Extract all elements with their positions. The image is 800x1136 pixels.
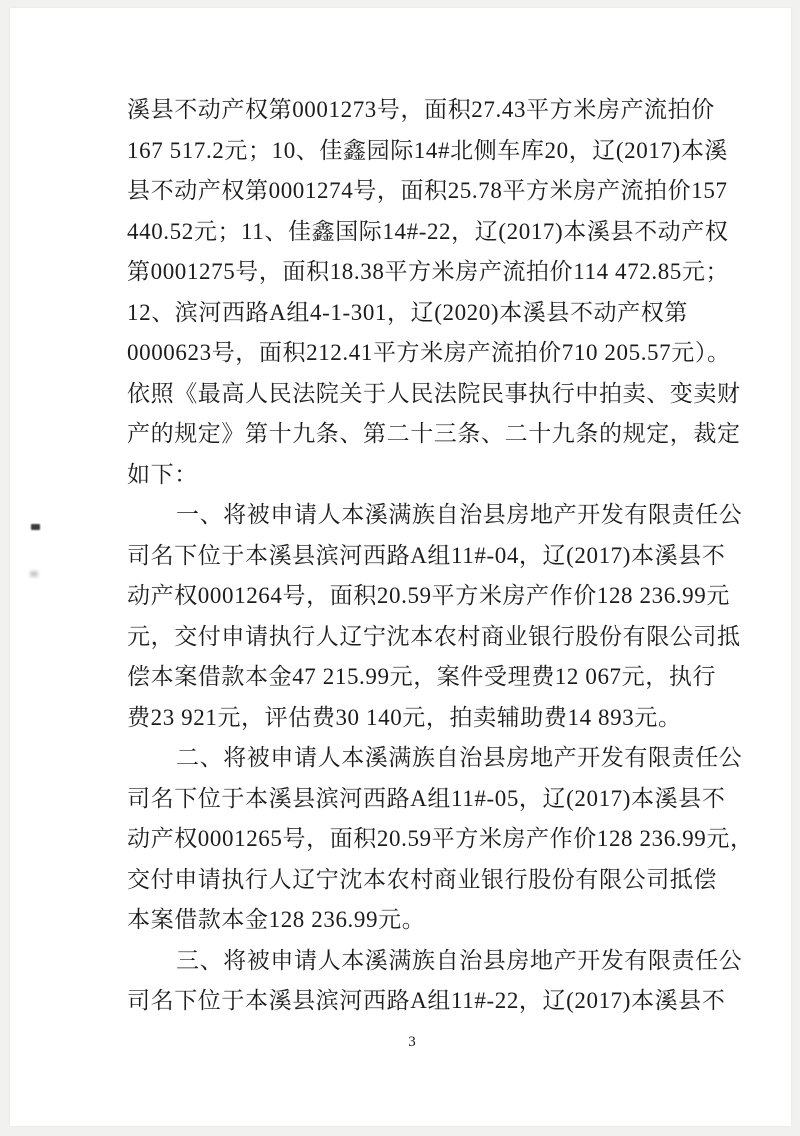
document-line: 第0001275号，面积18.38平方米房产流拍价114 472.85元； (127, 259, 730, 284)
document-line: 司名下位于本溪县滨河西路A组11#-04，辽(2017)本溪县不 (127, 542, 726, 568)
document-line: 三、将被申请人本溪满族自治县房地产开发有限责任公 (176, 947, 743, 973)
document-line: 县不动产权第0001274号，面积25.78平方米房产流拍价157 (127, 178, 728, 203)
document-line: 如下： (127, 461, 198, 487)
document-line: 二、将被申请人本溪满族自治县房地产开发有限责任公 (176, 745, 743, 770)
document-line: 司名下位于本溪县滨河西路A组11#-05，辽(2017)本溪县不 (127, 785, 726, 811)
document-line: 本案借款本金128 236.99元。 (127, 907, 426, 932)
document-line: 费23 921元，评估费30 140元，拍卖辅助费14 893元。 (127, 704, 682, 730)
document-line: 一、将被申请人本溪满族自治县房地产开发有限责任公 (176, 502, 743, 527)
document-line: 司名下位于本溪县滨河西路A组11#-22，辽(2017)本溪县不 (127, 988, 726, 1013)
document-body-text (127, 90, 754, 1051)
document-line: 动产权0001265号，面积20.59平方米房产作价128 236.99元， (127, 826, 754, 851)
document-line: 产的规定》第十九条、第二十三条、二十九条的规定，裁定 (127, 421, 741, 446)
document-line: 167 517.2元；10、佳鑫园际14#北侧车库20，辽(2017)本溪 (127, 137, 729, 163)
document-line: 0000623号，面积212.41平方米房产流拍价710 205.57元）。 (127, 340, 731, 365)
scan-artifact (31, 524, 40, 530)
document-line: 12、滨河西路A组4-1-301，辽(2020)本溪县不动产权第 (127, 299, 688, 325)
document-line: 440.52元；11、佳鑫国际14#-22，辽(2017)本溪县不动产权 (127, 218, 729, 244)
page-number: 3 (408, 1033, 416, 1050)
document-line: 溪县不动产权第0001273号，面积27.43平方米房产流拍价 (127, 97, 715, 122)
document-line: 动产权0001264号，面积20.59平方米房产作价128 236.99元 (127, 583, 730, 608)
document-page (10, 8, 791, 1126)
document-line: 元，交付申请执行人辽宁沈本农村商业银行股份有限公司抵 (127, 623, 741, 649)
scan-artifact (30, 571, 38, 577)
document-line: 交付申请执行人辽宁沈本农村商业银行股份有限公司抵偿 (127, 866, 717, 892)
document-line: 偿本案借款本金47 215.99元，案件受理费12 067元，执行 (127, 664, 717, 689)
document-line: 依照《最高人民法院关于人民法院民事执行中拍卖、变卖财 (127, 380, 741, 406)
